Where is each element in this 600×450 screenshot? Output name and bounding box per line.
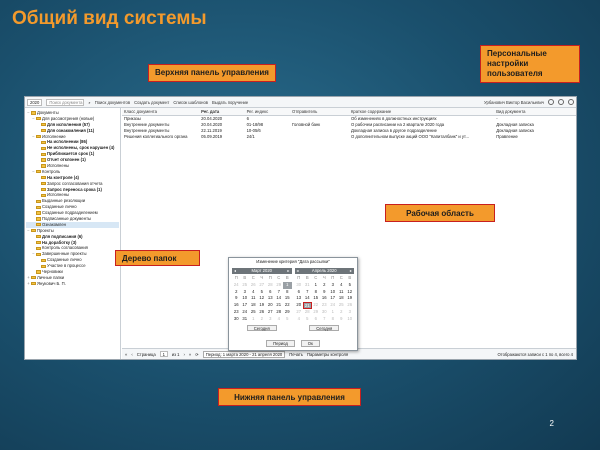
calendar-day[interactable]: 20 [267,302,273,308]
tree-item-label: Исполнение [42,133,66,139]
search-icon[interactable]: ⌕ [88,99,91,105]
table-header [122,108,576,115]
folder-icon [41,123,46,126]
weekday-label: В [243,275,247,280]
folder-icon [31,111,36,114]
table-cell: Докладная записка в другое подразделение [350,127,437,133]
day-grid [232,275,292,323]
calendar-day[interactable]: 25 [250,308,256,314]
folder-icon [41,259,46,262]
calendar-day[interactable]: 14 [276,295,282,301]
tree-item[interactable] [26,281,119,287]
folder-icon [36,206,41,209]
table-cell: 10-05/6 [246,127,261,133]
folder-icon [31,276,36,279]
callout-personal-settings [480,45,580,83]
prev-month-icon[interactable]: ◂ [234,268,237,273]
column-header[interactable]: Отправитель [290,108,349,115]
folder-tree [25,108,121,359]
column-header[interactable]: Краткое содержание [349,108,494,115]
calendar-day[interactable]: 23 [321,302,327,308]
table-cell: О рабочем расписании на 2 квартале 2020 года [350,121,445,127]
callout-line: настройки [487,59,529,68]
table-cell: Докладная записка [496,121,534,127]
folder-icon [36,117,41,120]
tree-item-label: Отчет отклонен (1) [47,157,86,163]
picker-title: Изменение критерия "Дата рассылки" [256,259,330,264]
search-input[interactable]: Поиск документа [46,99,84,106]
month-name[interactable]: Апрель 2020 [311,268,337,273]
months-container [232,268,354,331]
calendar-day[interactable]: 27 [296,308,302,314]
next-month-icon[interactable]: ▸ [349,268,352,273]
calendar-day[interactable]: 4 [340,281,343,287]
calendar-day[interactable]: 2 [340,308,343,314]
calendar-day[interactable]: 4 [277,315,280,321]
table-cell: Приказы [124,115,141,121]
documents-table [122,108,576,139]
calendar-day[interactable]: 21 [304,303,310,309]
table-cell: Докладная записка [496,127,534,133]
folder-icon [36,135,41,138]
calendar-day[interactable]: 3 [269,315,272,321]
calendar-day[interactable]: 5 [286,315,289,321]
table-cell: 05.09.2019 [201,133,223,139]
calendar-day[interactable]: 10 [330,288,336,294]
calendar-day[interactable]: 4 [297,315,300,321]
calendar-day[interactable]: 30 [233,315,239,321]
search-documents-button[interactable]: Поиск документов [94,99,131,105]
folder-icon [41,265,46,268]
tree-item-label: Созданные лично [42,204,77,210]
folder-icon [36,211,41,214]
control-params-button[interactable]: Параметры контроля [306,351,349,357]
next-page-button[interactable]: › [183,351,185,357]
page-input[interactable]: 1 [160,351,168,357]
table-cell: Правление [496,133,518,139]
callout-line: пользователя [487,69,543,78]
calendar-day[interactable]: 18 [250,302,256,308]
weekday-label: В [305,275,309,280]
month-header [232,268,292,274]
calendar-day[interactable]: 1 [283,282,292,289]
callout-work-area: Рабочая область [385,204,495,222]
tree-item-label: Завершенные проекты [42,251,87,257]
calendar-day[interactable]: 3 [331,281,334,287]
calendar-day[interactable]: 1 [331,308,334,314]
table-cell: Головной банк [291,121,321,127]
table-cell: 22.11.2019 [201,127,222,133]
table-cell: - [496,115,498,121]
calendar-day[interactable]: 10 [347,315,353,321]
calendar-day[interactable]: 30 [321,308,327,314]
calendar-day[interactable]: 8 [286,288,289,294]
tree-item-label: Запрос согласования отчета [47,180,103,186]
prev-page-button[interactable]: ‹ [131,351,133,357]
calendar-day[interactable]: 23 [233,308,239,314]
calendar-day[interactable]: 2 [323,281,326,287]
calendar-day[interactable]: 16 [321,295,327,301]
calendar-day[interactable]: 6 [297,288,300,294]
calendar-day[interactable]: 28 [304,308,310,314]
expand-toggle-icon[interactable]: − [32,251,35,257]
calendar-day[interactable]: 5 [306,315,309,321]
calendar-day[interactable]: 17 [330,295,336,301]
tree-item-label: На контроле (4) [47,174,79,180]
refresh-icon[interactable]: ⟳ [195,351,199,357]
expand-toggle-icon[interactable]: − [27,227,30,233]
folder-icon [31,229,36,232]
calendar-day[interactable]: 12 [259,295,265,301]
calendar-day[interactable]: 8 [314,288,317,294]
calendar-day[interactable]: 26 [259,308,265,314]
tree-item-label: На доработку (3) [42,239,77,245]
column-header[interactable]: Вид документа [494,108,576,115]
calendar-day[interactable]: 24 [330,302,336,308]
year-select[interactable]: 2020 [27,99,42,106]
calendar-day[interactable]: 11 [251,295,256,301]
calendar-day[interactable]: 9 [340,315,343,321]
folder-icon [36,223,41,226]
table-cell: 20.04.2020 [201,121,223,127]
tree-item-label: Выданные резолюции [42,198,86,204]
page-number: 2 [549,419,554,428]
calendar-day[interactable]: 24 [242,308,248,314]
page-total: из 1 [171,351,180,357]
calendar-day[interactable]: 26 [250,281,256,287]
tree-item-label: Контроль [42,168,61,174]
period-filter[interactable]: Период: 1 марта 2020 - 21 апреля 2020 [203,351,285,358]
calendar-day[interactable]: 7 [277,288,280,294]
callout-bottom-panel: Нижняя панель управления [218,388,361,406]
day-grid [295,275,355,323]
calendar-day[interactable]: 24 [233,281,239,287]
table-cell: Об изменениях в должностных инструкциях [350,115,437,121]
folder-icon [36,253,41,256]
tree-item-label: Запрос переноса срока (1) [47,186,102,192]
callout-line: Персональные [487,49,547,58]
calendar-day[interactable]: 14 [304,295,310,301]
table-cell: 6 [246,115,249,121]
user-name[interactable]: Урбанович Виктор Васильевич [484,99,544,105]
calendar-day[interactable]: 22 [313,302,319,308]
table-cell: Внутренние документы [124,121,170,127]
folder-icon [31,282,36,285]
column-header[interactable]: Класс документа [122,108,199,115]
power-icon[interactable] [568,99,574,105]
table-cell [290,133,349,139]
today-button[interactable]: Сегодня [247,325,277,331]
tree-item-label: Созданные лично [47,257,82,263]
today-button[interactable]: Сегодня [309,325,339,331]
folder-icon [41,164,46,167]
calendar-month [232,268,292,331]
calendar-day[interactable]: 13 [296,295,302,301]
weekday-label: П [331,275,335,280]
calendar-day[interactable]: 3 [243,288,246,294]
tree-item-label: Не исполнены, срок нарушен (4) [47,145,115,151]
calendar-day[interactable]: 7 [323,315,326,321]
records-count: Отображаются записи с 1 по 4, всего 4 [497,351,573,357]
calendar-day[interactable]: 8 [331,315,334,321]
page-label: Страница [136,351,156,357]
tree-item-label: На исполнении (86) [47,139,88,145]
help-icon[interactable] [558,99,564,105]
tree-item-label: Для рассмотрения (новые) [42,115,95,121]
weekday-label: С [277,275,281,280]
calendar-day[interactable]: 9 [323,288,326,294]
tree-item-label: Для исполнения (57) [47,121,90,127]
prev-month-icon[interactable]: ◂ [296,268,299,273]
period-button[interactable]: Период [266,340,295,347]
calendar-day[interactable]: 25 [338,302,344,308]
tree-item-label: Личные папки [37,274,65,280]
tree-item-label: Приближается срок (1) [47,151,95,157]
tree-item-label: Для ознакомления (11) [47,127,95,133]
tree-item-label: Документы [37,110,59,115]
expand-toggle-icon[interactable]: − [32,115,35,121]
calendar-day[interactable]: 10 [242,295,248,301]
calendar-day[interactable]: 29 [276,281,282,287]
calendar-day[interactable]: 21 [276,302,282,308]
calendar-day[interactable]: 22 [284,302,290,308]
callout-top-panel: Верхняя панель управления [148,64,276,82]
calendar-day[interactable]: 9 [235,295,238,301]
folder-icon [41,194,46,197]
calendar-day[interactable]: 27 [267,308,273,314]
table-cell: 01-18/98 [246,121,264,127]
calendar-day[interactable]: 2 [235,288,238,294]
folder-icon [41,147,46,150]
last-page-button[interactable]: » [188,351,192,357]
weekday-label: П [234,275,238,280]
folder-icon [36,200,41,203]
month-name[interactable]: Март 2020 [251,268,272,273]
tree-item-label: Проекты [37,227,54,233]
table-cell: 20.04.2020 [201,115,223,121]
calendar-day[interactable]: 31 [304,281,310,287]
calendar-day[interactable]: 28 [267,281,273,287]
calendar-day[interactable]: 31 [242,315,248,321]
top-toolbar [25,97,576,108]
folder-icon [41,176,46,179]
callout-folder-tree: Дерево папок [115,250,200,266]
expand-toggle-icon[interactable]: + [27,280,30,286]
folder-icon [41,182,46,185]
folder-icon [36,241,41,244]
folder-icon [41,141,46,144]
calendar-day[interactable]: 17 [242,302,248,308]
calendar-day[interactable]: 2 [260,315,263,321]
tree-item-label: Черновики [42,269,63,275]
tree-item-label: Участие в процессе [47,263,86,269]
calendar-day[interactable]: 12 [347,288,353,294]
weekday-label: В [285,275,289,280]
calendar-day[interactable]: 30 [296,281,302,287]
tree-item-label: Исполнены [47,192,70,198]
settings-icon[interactable] [548,99,554,105]
calendar-day[interactable]: 19 [347,295,353,301]
picker-footer [229,340,357,347]
calendar-day[interactable]: 29 [284,308,290,314]
tree-item-label: Созданные подразделением [42,210,98,216]
column-header[interactable]: Рег. дата [199,108,244,115]
table-cell: 24/1 [246,133,255,139]
calendar-day[interactable]: 6 [314,315,317,321]
tree-item-label: Контроль согласования [42,245,88,251]
folder-icon [36,170,41,173]
folder-icon [41,129,46,132]
next-month-icon[interactable]: ▸ [287,268,290,273]
calendar-day[interactable]: 15 [313,295,319,301]
create-document-button[interactable]: Создать документ [134,99,170,105]
calendar-day[interactable]: 16 [233,302,239,308]
weekday-label: В [348,275,352,280]
calendar-month [295,268,355,331]
weekday-label: С [339,275,343,280]
calendar-day[interactable]: 28 [276,308,282,314]
expand-toggle-icon[interactable]: − [32,133,35,139]
ok-button[interactable]: Ок [301,340,320,347]
calendar-day[interactable]: 19 [259,302,265,308]
calendar-day[interactable]: 4 [252,288,255,294]
expand-toggle-icon[interactable]: − [27,110,30,115]
table-cell: О дополнительном выпуске акций ООО "Капиталбанк" и ут... [350,133,469,139]
folder-icon [36,247,41,250]
slide-title: Общий вид системы [12,8,207,29]
folder-icon [41,158,46,161]
template-list-button[interactable]: Список шаблонов [173,99,209,105]
first-page-button[interactable]: « [125,351,128,357]
calendar-day[interactable]: 29 [313,308,319,314]
tree-item-label: Подписанные документы [42,216,91,222]
folder-icon [36,235,41,238]
calendar-day[interactable]: 11 [339,288,344,294]
calendar-day[interactable]: 15 [284,295,290,301]
month-header [295,268,355,274]
calendar-day[interactable]: 7 [306,288,309,294]
column-header[interactable]: Рег. индекс [245,108,290,115]
calendar-day[interactable]: 1 [314,281,317,287]
calendar-day[interactable]: 20 [296,302,302,308]
weekday-label: П [268,275,272,280]
folder-icon [36,217,41,220]
calendar-day[interactable]: 1 [252,315,255,321]
print-button[interactable]: Печать [289,351,303,357]
date-range-picker [228,257,358,351]
tree-item-label: Янукович Б. П. [37,280,66,286]
folder-icon [41,153,46,156]
expand-toggle-icon[interactable]: + [27,274,30,280]
weekday-label: П [297,275,301,280]
calendar-day[interactable]: 5 [348,281,351,287]
weekday-label: Ч [260,275,264,280]
calendar-day[interactable]: 5 [260,288,263,294]
expand-toggle-icon[interactable]: − [32,168,35,174]
calendar-day[interactable]: 25 [242,281,248,287]
calendar-day[interactable]: 13 [267,295,273,301]
table-cell: Внутренние документы [124,127,170,133]
weekday-label: Ч [322,275,326,280]
folder-icon [41,188,46,191]
table-row[interactable] [122,133,576,139]
issue-order-button[interactable]: Выдать поручение [212,99,249,105]
tree-item-label: Исполнены [47,163,70,169]
calendar-day[interactable]: 6 [269,288,272,294]
calendar-day[interactable]: 18 [338,295,344,301]
weekday-label: С [314,275,318,280]
calendar-day[interactable]: 26 [347,302,353,308]
calendar-day[interactable]: 27 [259,281,265,287]
tree-item-label: Для подписания (6) [42,233,83,239]
weekday-label: С [251,275,255,280]
calendar-day[interactable]: 3 [348,308,351,314]
table-cell: Решения коллегиального органа [124,133,188,139]
folder-icon [36,270,41,273]
tree-item-label: Ознакомлен [42,221,66,227]
